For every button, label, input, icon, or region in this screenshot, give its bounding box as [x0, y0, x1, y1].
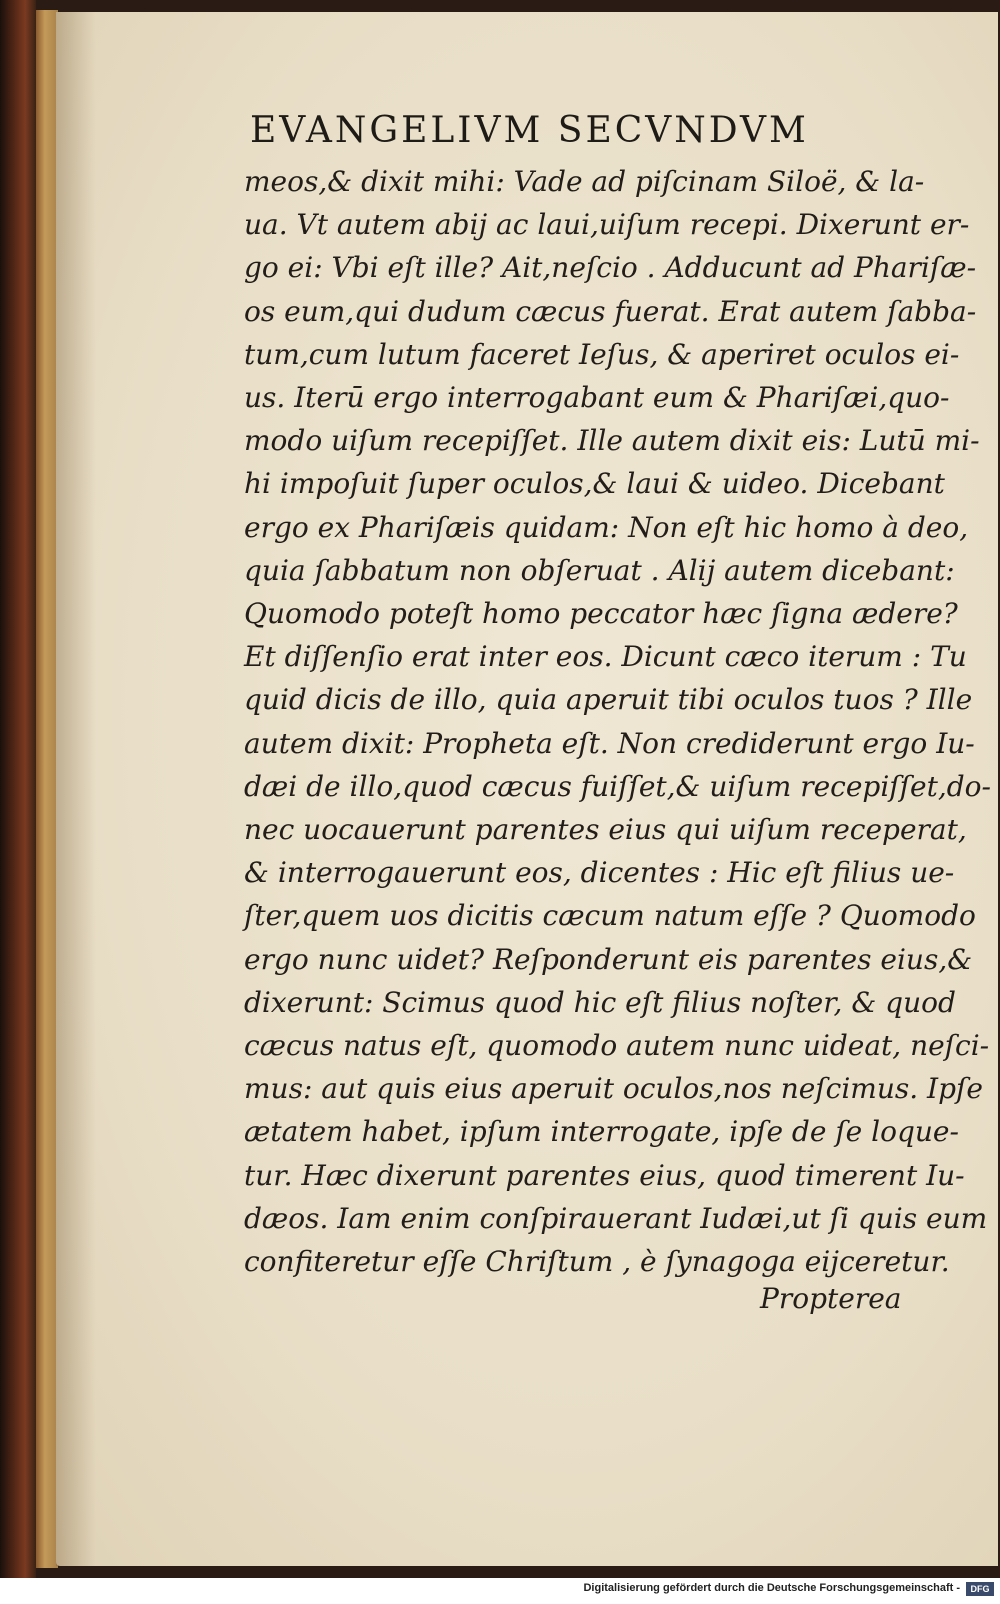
book-board-edge: [0, 0, 36, 1578]
text-line: nec uocauerunt parentes eius qui uiſum receperat,: [244, 813, 967, 847]
book-spine-edge: [36, 10, 58, 1568]
text-line: dæos. Iam enim conſpirauerant Iudæi,ut ſi quis eum: [244, 1201, 988, 1235]
text-line: quid dicis de illo, quia aperuit tibi oculos tuos ? Ille: [244, 683, 973, 717]
text-line: quia ſabbatum non obſeruat . Alij autem dicebant:: [244, 553, 955, 587]
dfg-logo-icon: DFG: [966, 1582, 994, 1596]
text-line: os eum,qui dudum cæcus fuerat. Erat autem ſabba-: [244, 294, 977, 328]
text-line: cæcus natus eſt, quomodo autem nunc uideat, neſci-: [244, 1029, 990, 1063]
gutter-shadow: [56, 12, 96, 1566]
text-line: us. Iterū ergo interrogabant eum & Phariſæi,quo-: [244, 381, 950, 415]
text-line: tum,cum lutum faceret Ieſus, & aperiret oculos ei-: [244, 337, 960, 371]
text-line: ſter,quem uos dicitis cæcum natum eſſe ? Quomodo: [244, 899, 976, 933]
footer-bar: [0, 1578, 1000, 1604]
text-line: ergo nunc uidet? Reſponderunt eis parentes eius,&: [244, 942, 973, 976]
text-line: mus: aut quis eius aperuit oculos,nos neſcimus. Ipſe: [244, 1072, 983, 1106]
text-line: dixerunt: Scimus quod hic eſt filius noſter, & quod: [244, 985, 956, 1019]
running-head: EVANGELIVM SECVNDVM: [250, 110, 809, 151]
text-line: tur. Hæc dixerunt parentes eius, quod timerent Iu-: [244, 1158, 965, 1192]
text-line: meos,& dixit mihi: Vade ad piſcinam Siloë, & la-: [244, 165, 925, 198]
text-line: autem dixit: Propheta eſt. Non crediderunt ergo Iu-: [244, 726, 975, 760]
text-line: Et diſſenſio erat inter eos. Dicunt cæco iterum : Tu: [244, 640, 967, 674]
text-line: ua. Vt autem abij ac laui,uiſum recepi. Dixerunt er-: [244, 208, 970, 242]
funding-note: Digitalisierung gefördert durch die Deutsche Forschungsgemeinschaft -: [583, 1582, 960, 1594]
text-line: & interrogauerunt eos, dicentes : Hic eſt filius ue-: [244, 856, 955, 890]
text-line: hi impoſuit ſuper oculos,& laui & uideo. Dicebant: [244, 467, 945, 501]
text-block: [244, 160, 991, 1283]
text-line: confiteretur eſſe Chriſtum , è ſynagoga eijceretur.: [244, 1245, 950, 1279]
text-line: dæi de illo,quod cæcus fuiſſet,& uiſum recepiſſet,do-: [244, 769, 991, 803]
text-line: Quomodo poteſt homo peccator hæc ſigna ædere?: [244, 597, 958, 631]
text-line: go ei: Vbi eſt ille? Ait,neſcio . Adducunt ad Phariſæ-: [244, 251, 977, 285]
text-line: modo uiſum recepiſſet. Ille autem dixit eis: Lutū mi-: [244, 424, 980, 458]
text-line: ætatem habet, ipſum interrogate, ipſe de ſe loque-: [244, 1115, 959, 1149]
text-line: ergo ex Phariſæis quidam: Non eſt hic homo à deo,: [244, 510, 969, 544]
catchword: Propterea: [760, 1282, 902, 1315]
